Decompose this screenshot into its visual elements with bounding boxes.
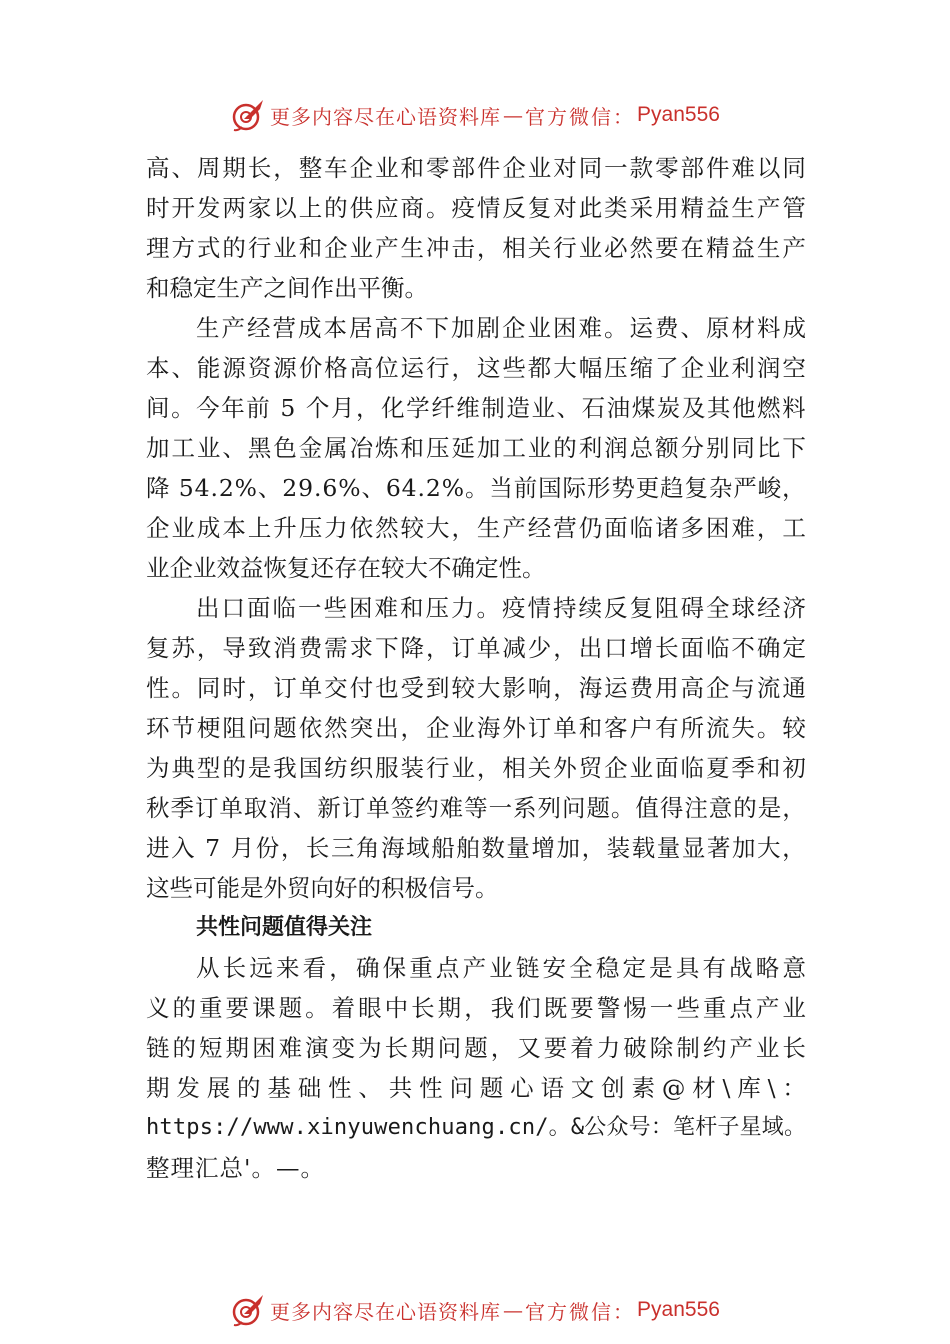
paragraph-start: 出 口 面 临 一 些 困 难 和 压 力 。 疫 情 持 续 反 复 阻 碍 全 球 经 济 <box>196 594 806 622</box>
banner-title: 更多内容尽在心语资料库 <box>270 1299 502 1324</box>
url-line: h t t p s : / / w w w . x i n y u w e n c h u a n g . c n / 。 & 公 众 号 ： 笔 杆 子 星 域 。 <box>146 1115 806 1140</box>
text-line: 期 发 展 的 基 础 性 、 共 性 问 题 心 语 文 创 素 @ 材 \ 库 \ ： <box>146 1074 806 1102</box>
banner-wechat-id: Pyan556 <box>637 1298 720 1321</box>
text-line: 环 节 梗 阻 问 题 依 然 突 出 ， 企 业 海 外 订 单 和 客 户 有 所 流 失 。 较 <box>146 714 806 742</box>
text-line: 整理汇总'。—。 <box>146 1154 325 1182</box>
text-line: 间 。 今 年 前 5 个 月 ， 化 学 纤 维 制 造 业 、 石 油 煤 炭 及 其 他 燃 料 <box>146 394 806 422</box>
text-line: 企 业 成 本 上 升 压 力 依 然 较 大 ， 生 产 经 营 仍 面 临 诸 多 困 难 ， 工 <box>146 514 806 542</box>
footer-banner <box>0 1290 950 1330</box>
section-heading: 共性问题值得关注 <box>196 915 373 940</box>
banner-dash: — <box>503 103 524 127</box>
text-line: 进 入 7 月 份 ， 长 三 角 海 域 船 舶 数 量 增 加 ， 装 载 量 显 著 加 大 ， <box>146 834 806 862</box>
text-line: 秋 季 订 单 取 消 、 新 订 单 签 约 难 等 一 系 列 问 题 。 值 得 注 意 的 是 ， <box>146 794 806 822</box>
text-line: 性 。 同 时 ， 订 单 交 付 也 受 到 较 大 影 响 ， 海 运 费 用 高 企 与 流 通 <box>146 674 806 702</box>
text-line: 理 方 式 的 行 业 和 企 业 产 生 冲 击 ， 相 关 行 业 必 然 要 在 精 益 生 产 <box>146 234 806 262</box>
text-line: 降 5 4 . 2 % 、 2 9 . 6 % 、 6 4 . 2 % 。 当 前 国 际 形 势 更 趋 复 杂 严 峻 ， <box>146 474 806 502</box>
banner-wechat-label: 官方微信： <box>525 104 636 129</box>
header-banner <box>0 95 950 135</box>
text-line: 为 典 型 的 是 我 国 纺 织 服 装 行 业 ， 相 关 外 贸 企 业 面 临 夏 季 和 初 <box>146 754 806 782</box>
banner-wechat-label: 官方微信： <box>525 1299 636 1324</box>
text-line: 和稳定生产之间作出平衡。 <box>146 274 428 302</box>
paragraph-start: 从 长 远 来 看 ， 确 保 重 点 产 业 链 安 全 稳 定 是 具 有 战 略 意 <box>196 954 806 982</box>
text-line: 时 开 发 两 家 以 上 的 供 应 商 。 疫 情 反 复 对 此 类 采 用 精 益 生 产 管 <box>146 194 806 222</box>
text-line: 义 的 重 要 课 题 。 着 眼 中 长 期 ， 我 们 既 要 警 惕 一 些 重 点 产 业 <box>146 994 806 1022</box>
text-line: 高 、 周 期 长 ， 整 车 企 业 和 零 部 件 企 业 对 同 一 款 零 部 件 难 以 同 <box>146 154 806 182</box>
text-line: 业企业效益恢复还存在较大不确定性。 <box>146 554 546 582</box>
banner-title: 更多内容尽在心语资料库 <box>270 104 502 129</box>
text-line: 这些可能是外贸向好的积极信号。 <box>146 874 499 902</box>
banner-wechat-id: Pyan556 <box>637 103 720 126</box>
banner-dash: — <box>503 1298 524 1322</box>
quill-logo-icon <box>230 97 266 133</box>
text-line: 链 的 短 期 困 难 演 变 为 长 期 问 题 ， 又 要 着 力 破 除 制 约 产 业 长 <box>146 1034 806 1062</box>
quill-logo-icon <box>230 1292 266 1328</box>
text-line: 本 、 能 源 资 源 价 格 高 位 运 行 ， 这 些 都 大 幅 压 缩 了 企 业 利 润 空 <box>146 354 806 382</box>
text-line: 复 苏 ， 导 致 消 费 需 求 下 降 ， 订 单 减 少 ， 出 口 增 长 面 临 不 确 定 <box>146 634 806 662</box>
text-line: 加 工 业 、 黑 色 金 属 冶 炼 和 压 延 加 工 业 的 利 润 总 额 分 别 同 比 下 <box>146 434 806 462</box>
paragraph-start: 生 产 经 营 成 本 居 高 不 下 加 剧 企 业 困 难 。 运 费 、 原 材 料 成 <box>196 314 806 342</box>
document-body <box>146 148 806 1188</box>
